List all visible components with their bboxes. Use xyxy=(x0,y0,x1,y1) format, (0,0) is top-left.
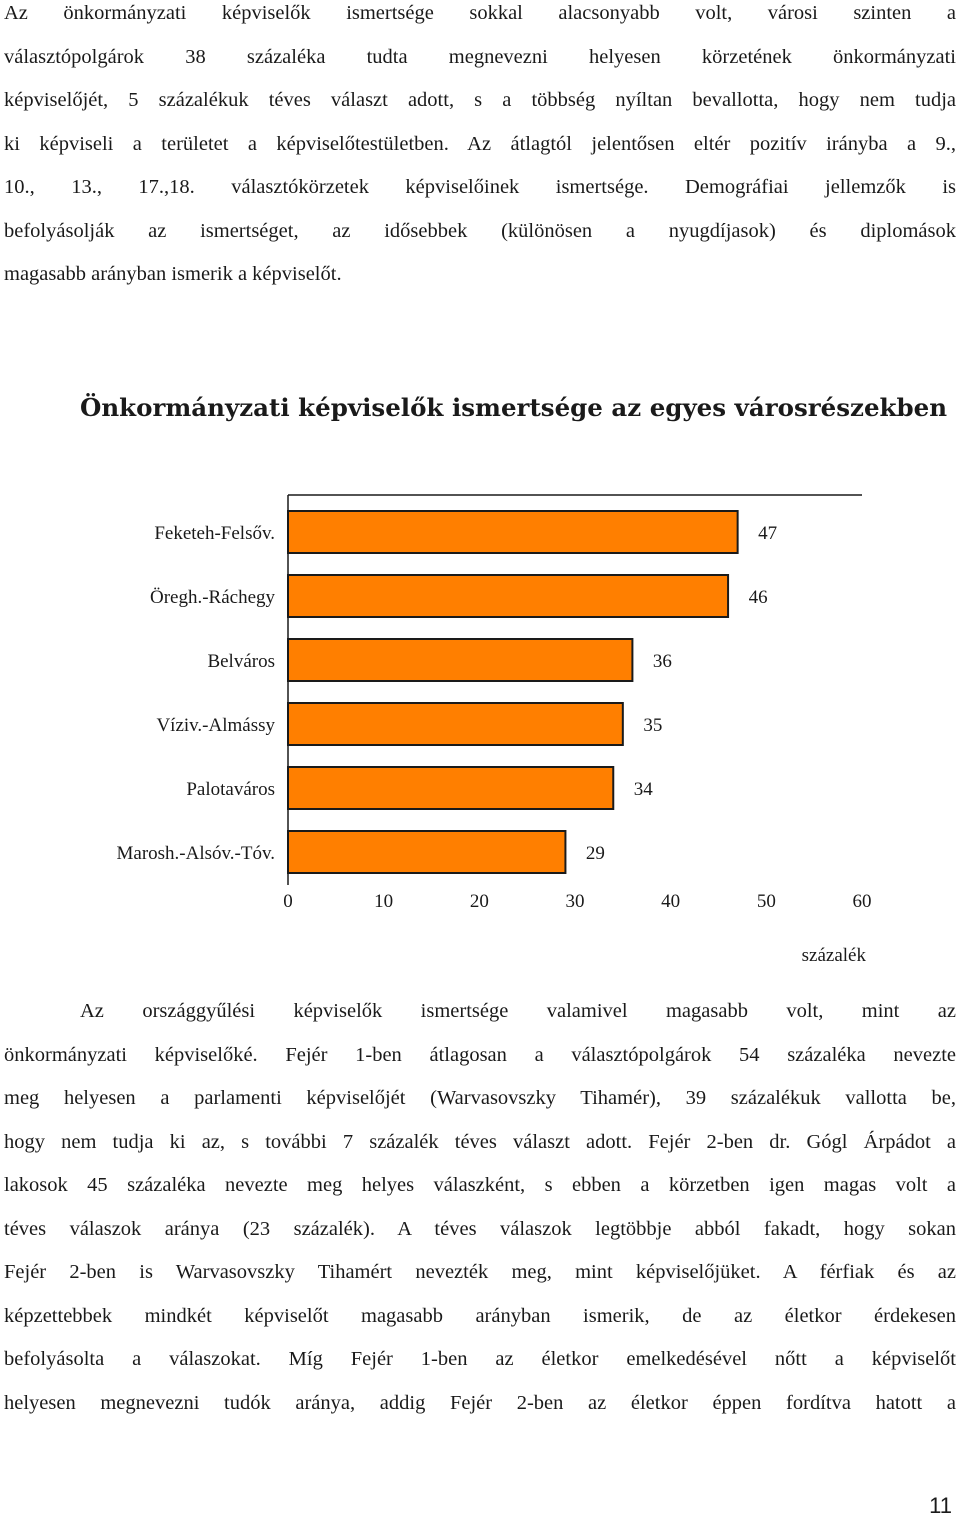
text-line: ki képviseli a területet a képviselőtestületben. Az átlagtól jelentősen eltér pozitív irányba a 9., xyxy=(4,132,956,155)
text-line: önkormányzati képviselőké. Fejér 1-ben átlagosan a választópolgárok 54 százaléka nevezte xyxy=(4,1043,956,1066)
text-line: választópolgárok 38 százaléka tudta megnevezni helyesen körzetének önkormányzati xyxy=(4,45,956,68)
text-line: helyesen megnevezni tudók aránya, addig Fejér 2-ben az életkor éppen fordítva hatott a xyxy=(4,1391,956,1414)
bar-2 xyxy=(288,575,728,617)
text-line: hogy nem tudja ki az, s további 7 százalék téves választ adott. Fejér 2-ben dr. Gógl Árpádot a xyxy=(4,1130,956,1153)
value-label: 36 xyxy=(652,651,672,672)
chart-title: Önkormányzati képviselők ismertsége az egyes városrészekben xyxy=(80,393,948,422)
value-label: 35 xyxy=(643,715,663,736)
text-line: befolyásolják az ismertséget, az idősebbek (különösen a nyugdíjasok) és diplomások xyxy=(4,219,956,242)
value-label: 46 xyxy=(748,587,768,608)
category-label: Belváros xyxy=(207,651,275,672)
text-line: Az országgyűlési képviselők ismertsége valamivel magasabb volt, mint az xyxy=(80,1000,956,1022)
x-tick-label: 0 xyxy=(283,891,293,912)
paragraph-intro xyxy=(4,0,956,297)
x-tick-label: 50 xyxy=(756,891,776,912)
x-axis-label: százalék xyxy=(801,945,866,966)
x-tick-label: 30 xyxy=(565,891,585,912)
page-number: 11 xyxy=(929,1493,952,1518)
bar-5 xyxy=(288,767,613,809)
text-line: befolyásolta a válaszokat. Míg Fejér 1-ben az életkor emelkedésével nőtt a képviselőt xyxy=(4,1348,956,1370)
text-line: képzettebbek mindkét képviselőt magasabb arányban ismerik, de az életkor érdekesen xyxy=(4,1304,956,1327)
text-line: Az önkormányzati képviselők ismertsége sokkal alacsonyabb volt, városi szinten a xyxy=(4,2,956,24)
text-line: téves válaszok aránya (23 százalék). A téves válaszok legtöbbje abból fakadt, hogy sokan xyxy=(4,1217,956,1240)
text-line: Fejér 2-ben is Warvasovszky Tihamért nevezték meg, mint képviselőjüket. A férfiak és az xyxy=(4,1261,956,1283)
x-tick-label: 20 xyxy=(469,891,489,912)
text-line: lakosok 45 százaléka nevezte meg helyes válaszként, s ebben a körzetben igen magas volt a xyxy=(4,1174,956,1196)
value-label: 47 xyxy=(758,523,778,544)
text-line: 10., 13., 17.,18. választókörzetek képviselőinek ismertsége. Demográfiai jellemzők is xyxy=(4,176,956,198)
text-line: képviselőjét, 5 százalékuk téves választ adott, s a többség nyíltan bevallotta, hogy nem tudja xyxy=(4,89,956,111)
x-tick-label: 40 xyxy=(661,891,681,912)
bar-3 xyxy=(288,639,632,681)
category-label: Feketeh-Felsőv. xyxy=(154,523,275,544)
category-label: Palotaváros xyxy=(186,779,275,800)
bar-chart xyxy=(0,480,960,980)
paragraph-parliament xyxy=(4,990,956,1425)
category-label: Víziv.-Almássy xyxy=(156,715,275,736)
value-label: 29 xyxy=(585,843,605,864)
x-tick-label: 60 xyxy=(852,891,872,912)
bar-4 xyxy=(288,703,623,745)
text-line: magasabb arányban ismerik a képviselőt. xyxy=(4,263,342,285)
category-label: Öregh.-Ráchegy xyxy=(149,587,275,608)
text-line: meg helyesen a parlamenti képviselőjét (Warvasovszky Tihamér), 39 százalékuk vallotta be, xyxy=(4,1087,956,1109)
value-label: 34 xyxy=(633,779,653,800)
bar-6 xyxy=(288,831,565,873)
bar-1 xyxy=(288,511,738,553)
x-tick-label: 10 xyxy=(374,891,394,912)
category-label: Marosh.-Alsóv.-Tóv. xyxy=(116,843,275,864)
